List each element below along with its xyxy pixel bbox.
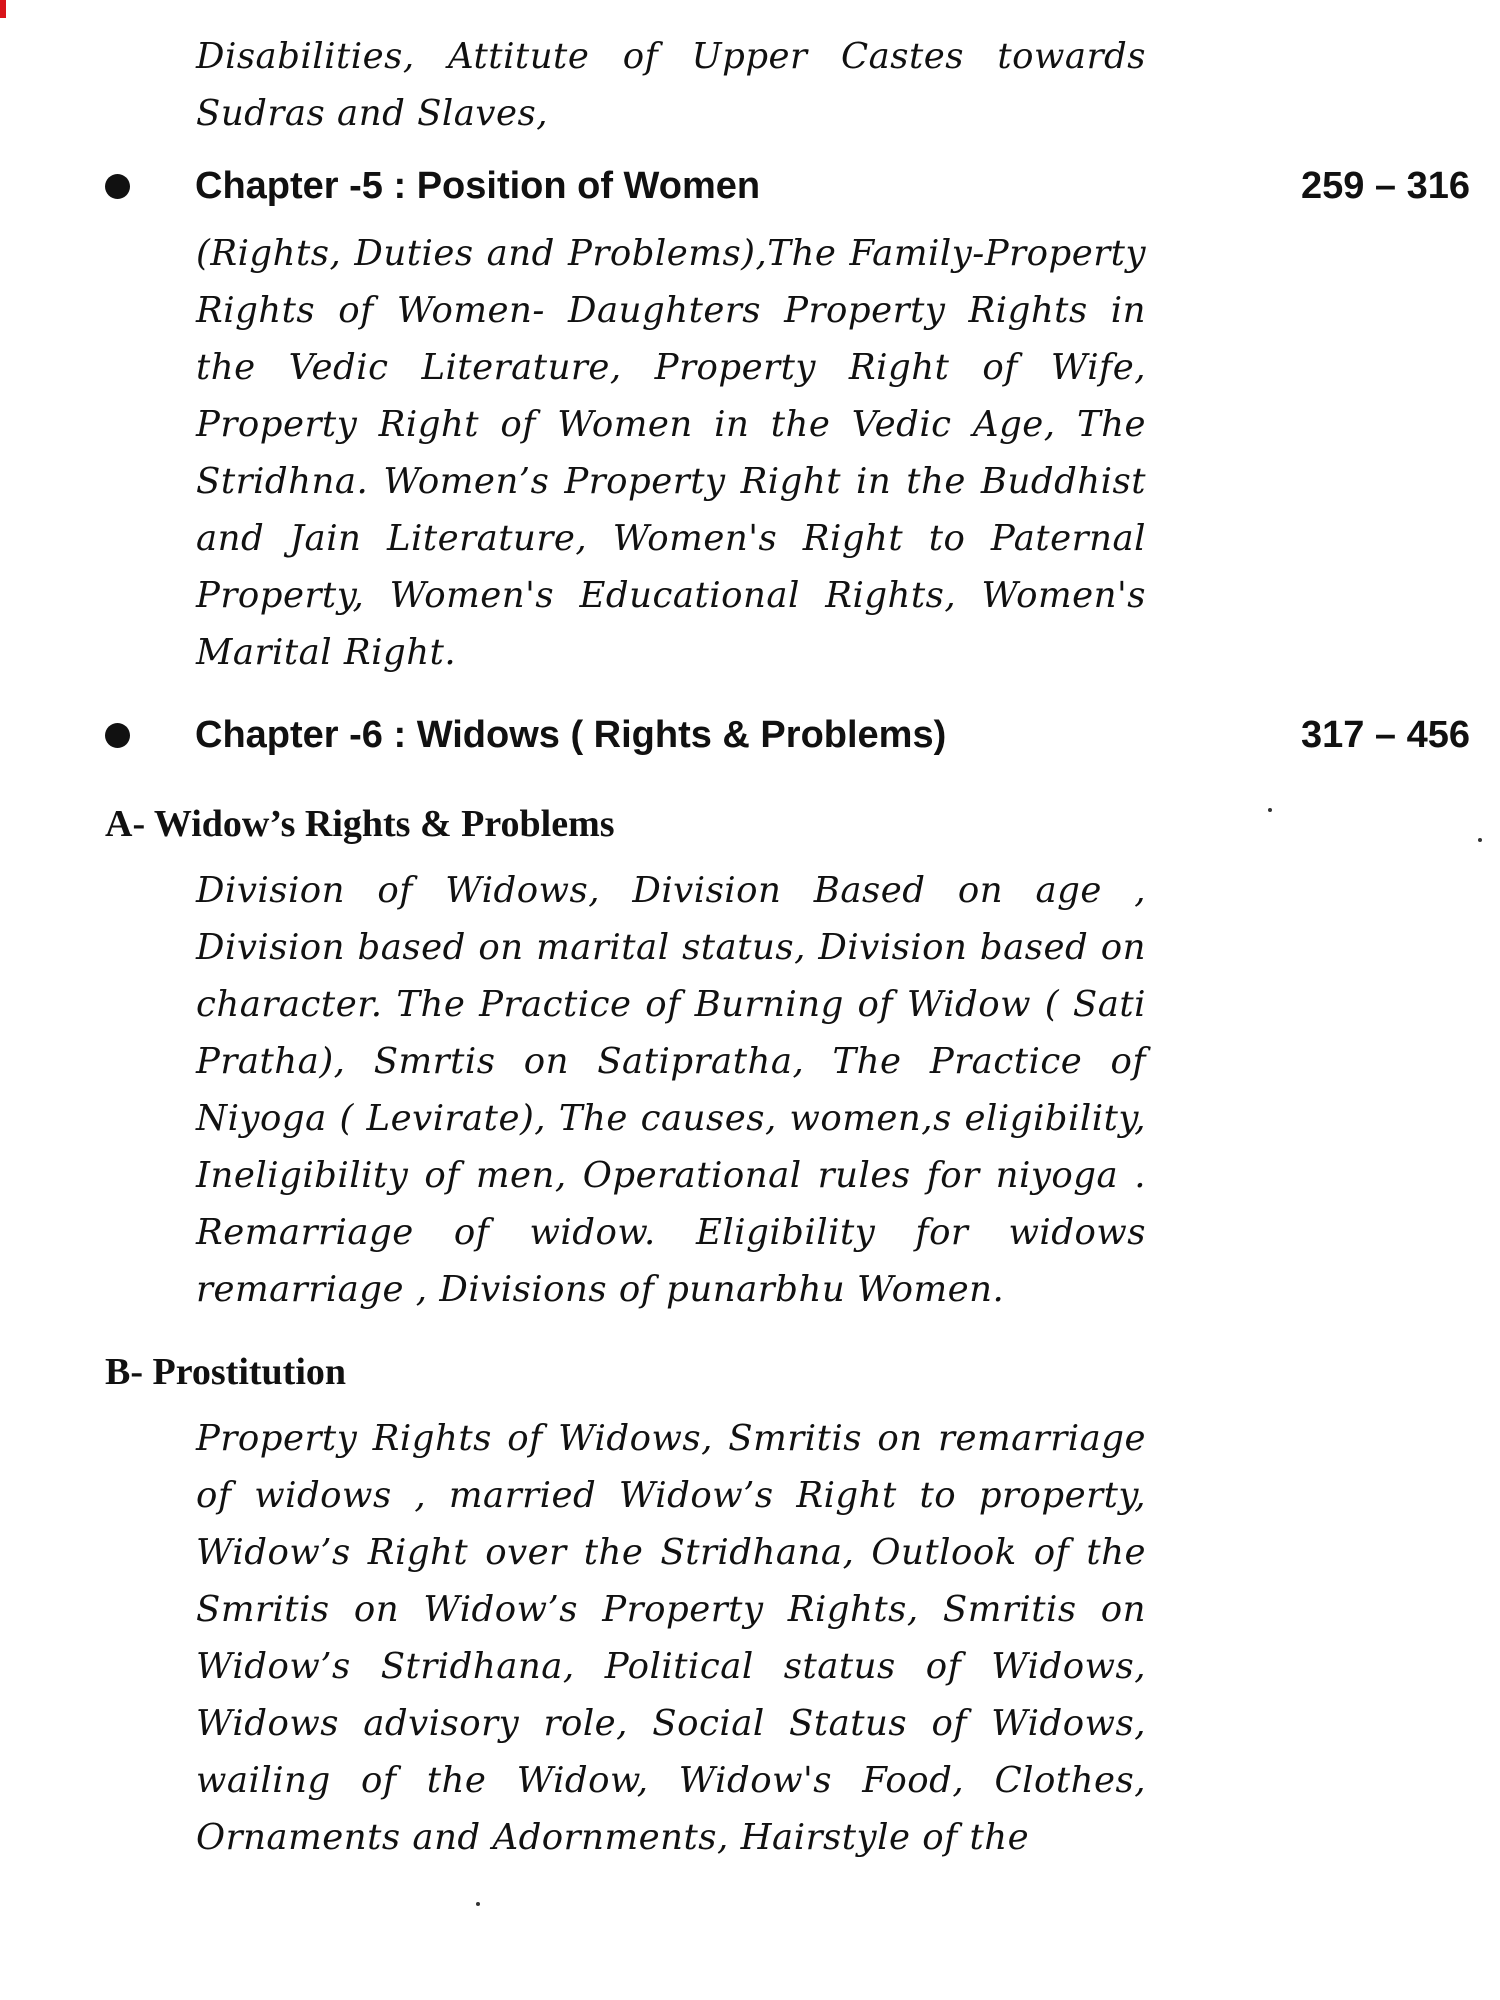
scan-speck (476, 1902, 480, 1906)
intro-paragraph: Disabilities, Attitute of Upper Castes towards Sudras and Slaves, (196, 36, 1146, 134)
bullet-icon (105, 723, 130, 748)
section-b-heading: B- Prostitution (105, 1351, 347, 1393)
section-a-text: Division of Widows, Division Based on age , Division based on marital status, Division based on character. The Practice of Burning of Widow ( Sati Pratha), Smrtis on Satipratha, The Practice of Niyoga ( Levirate), The causes, women,s eligibility, Ineligibility of men, Operational rules for niyoga . Remarriage of widow. Eligibility for widows remarriage , Divisions of punarbhu Women. (196, 870, 1146, 1310)
section-a-heading: A- Widow’s Rights & Problems (105, 803, 615, 845)
scan-speck (1268, 808, 1272, 812)
section-b-text: Property Rights of Widows, Smritis on remarriage of widows , married Widow’s Right to property, Widow’s Right over the Stridhana, Outlook of the Smritis on Widow’s Property Rights, Smritis on Widow’s Stridhana, Political status of Widows, Widows advisory role, Social Status of Widows, wailing of the Widow, Widow's Food, Clothes, Ornaments and Adornments, Hairstyle of the (196, 1418, 1146, 1858)
chapter-5-summary: (Rights, Duties and Problems),The Family-Property Rights of Women- Daughters Property Rights in the Vedic Literature, Property Right of Wife, Property Right of Women in the Vedic Age, The Stridhna. Women’s Property Right in the Buddhist and Jain Literature, Women's Right to Paternal Property, Women's Educational Rights, Women's Marital Right. (196, 233, 1146, 673)
chapter-5-entry (105, 161, 1470, 211)
chapter-6-page-range: 317 – 456 (1300, 714, 1470, 756)
bullet-icon (105, 174, 130, 199)
chapter-6-title: Chapter -6 : Widows ( Rights & Problems) (195, 714, 947, 756)
chapter-5-title: Chapter -5 : Position of Women (195, 165, 761, 207)
chapter-6-entry (105, 710, 1470, 760)
corner-scan-mark (0, 0, 6, 18)
scan-speck (1478, 838, 1482, 842)
chapter-5-page-range: 259 – 316 (1300, 165, 1470, 207)
